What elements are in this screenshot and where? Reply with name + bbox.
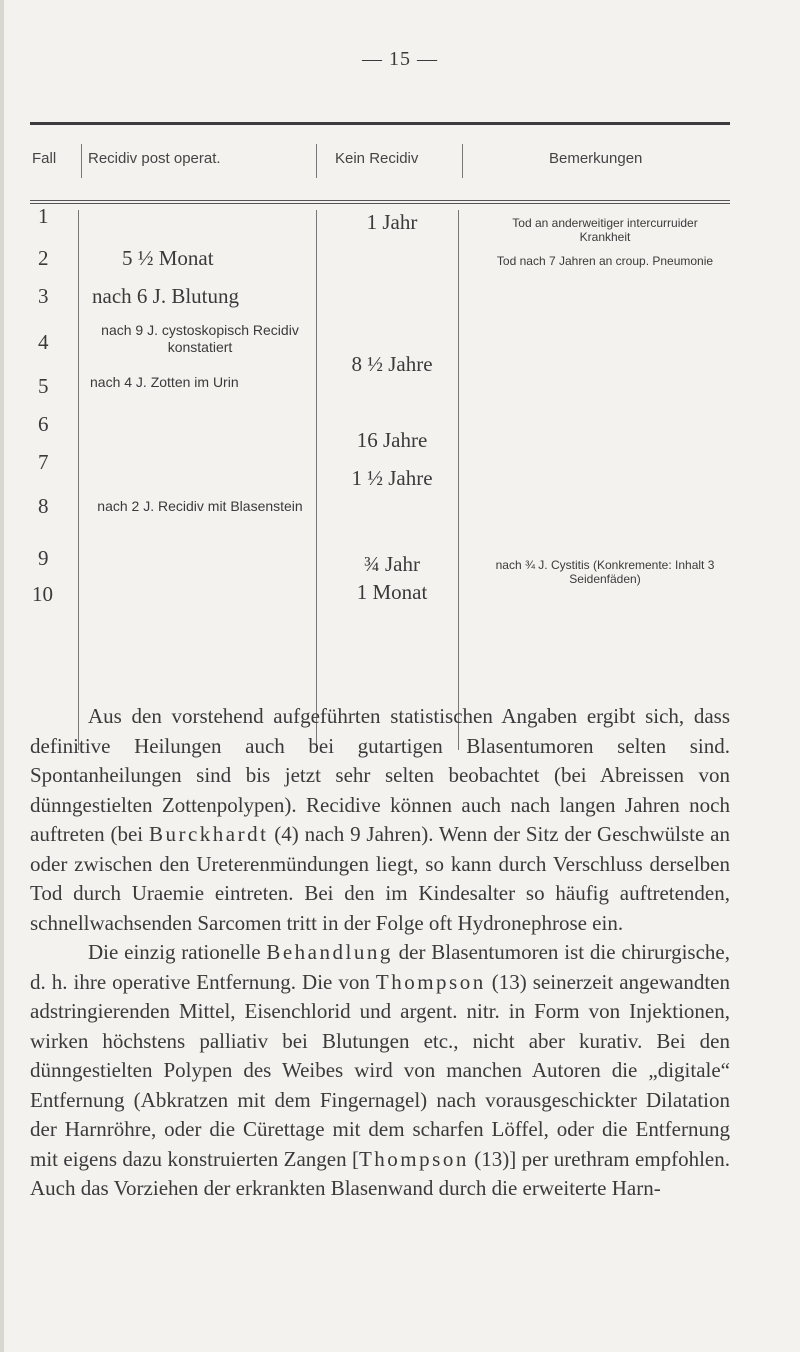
paragraph: [30, 702, 730, 938]
author-name: Burckhardt: [148, 822, 269, 846]
recidiv-entry: nach 6 J. Blutung: [92, 284, 239, 308]
recidiv-entry: 5 ½ Monat: [122, 246, 214, 270]
fall-number: 2: [38, 246, 49, 270]
kein-recidiv-entry: 16 Jahre: [356, 428, 428, 452]
header-kein-recidiv: Kein Recidiv: [335, 150, 419, 167]
text-run: Aus den vorstehend aufgeführten statistischen Angaben ergibt sich, dass definitive Heilungen auch bei gutartigen Blasentumoren selten sind. Spontanheilungen sind bis jetzt sehr selten beobachtet (bei Abreissen von dünngestielten Zottenpolypen). Recidive können auch nach langen Jahren noch auftreten (bei: [30, 704, 730, 846]
kein-recidiv-entry: 8 ½ Jahre: [351, 352, 433, 376]
header-fall: Fall: [32, 150, 57, 167]
page-gutter-shadow: [0, 0, 4, 1352]
text-run: (13)] per urethram empfohlen. Auch das Vorziehen der erkrankten Blasenwand durch die erweiterte Harn-: [30, 1146, 730, 1200]
paragraph: [30, 938, 730, 1204]
kein-recidiv-entry: ¾ Jahr: [364, 552, 420, 576]
table-top-rule: [30, 122, 730, 125]
fall-number: 9: [38, 546, 49, 570]
fall-number: 4: [38, 330, 49, 354]
author-name: Thompson: [375, 969, 486, 994]
fall-number: 10: [32, 582, 53, 606]
header-bottom-rule: [30, 200, 730, 201]
header-recidiv: Recidiv post operat.: [88, 150, 221, 167]
fall-number: 7: [38, 450, 49, 474]
header-bottom-rule: [30, 203, 730, 204]
text-run: (13) seinerzeit angewandten adstringierenden Mittel, Eisenchlorid und argent. nitr. in Form von Injektionen, wirken höchstens palliativ bei Blutungen etc., nicht aber kurativ. Bei den dünngestielten Polypen des Weibes wird von manchen Autoren die „digitale“ Entfernung (Abkratzen mit dem Fingernagel) nach vorausgeschickter Dilatation der Harnröhre, oder die Cürettage mit dem scharfen Löffel, oder die Entfernung mit eigens dazu konstruierten Zangen [: [30, 969, 730, 1171]
fall-number: 8: [38, 494, 49, 518]
bemerkung-entry: Tod an anderweitiger intercurruider Krankheit: [512, 216, 698, 244]
recidiv-entry: nach 9 J. cystoskopisch Recidiv konstatiert: [101, 322, 299, 355]
recidiv-entry: nach 4 J. Zotten im Urin: [90, 374, 239, 390]
recidiv-entry: nach 2 J. Recidiv mit Blasenstein: [97, 498, 303, 514]
text-run: (4) nach 9 Jahren). Wenn der Sitz der Geschwülste an oder zwischen den Ureterenmündungen liegt, so kann durch Verschluss derselben Tod durch Uraemie eintreten. Bei den im Kindesalter so häufig auftretenden, schnellwachsenden Sarcomen tritt in der Folge oft Hydronephrose ein.: [30, 822, 730, 935]
page-number: — 15 —: [362, 48, 438, 70]
text-run: Die einzig rationelle: [88, 940, 267, 964]
fall-number: 5: [38, 374, 49, 398]
emphasis: Behandlung: [266, 940, 393, 964]
kein-recidiv-entry: 1 Monat: [356, 580, 428, 604]
bemerkung-entry: nach ¾ J. Cystitis (Konkremente: Inhalt 3 Seidenfäden): [495, 558, 715, 586]
bemerkung-entry: Tod nach 7 Jahren an croup. Pneumonie: [496, 254, 714, 268]
kein-recidiv-entry: 1 ½ Jahre: [351, 466, 433, 490]
column-divider: [78, 210, 79, 750]
fall-number: 1: [38, 204, 49, 228]
header-bemerkungen: Bemerkungen: [549, 150, 643, 167]
text-run: der Blasentumoren ist die chirurgische, d. h. ihre operative Entfernung. Die von: [30, 940, 730, 994]
header-divider: [462, 144, 463, 178]
fall-number: 6: [38, 412, 49, 436]
kein-recidiv-entry: 1 Jahr: [366, 210, 418, 234]
fall-number: 3: [38, 284, 49, 308]
header-divider: [316, 144, 317, 178]
header-divider: [81, 144, 82, 178]
body-text: [30, 702, 730, 1204]
author-name: Thompson: [358, 1146, 469, 1171]
